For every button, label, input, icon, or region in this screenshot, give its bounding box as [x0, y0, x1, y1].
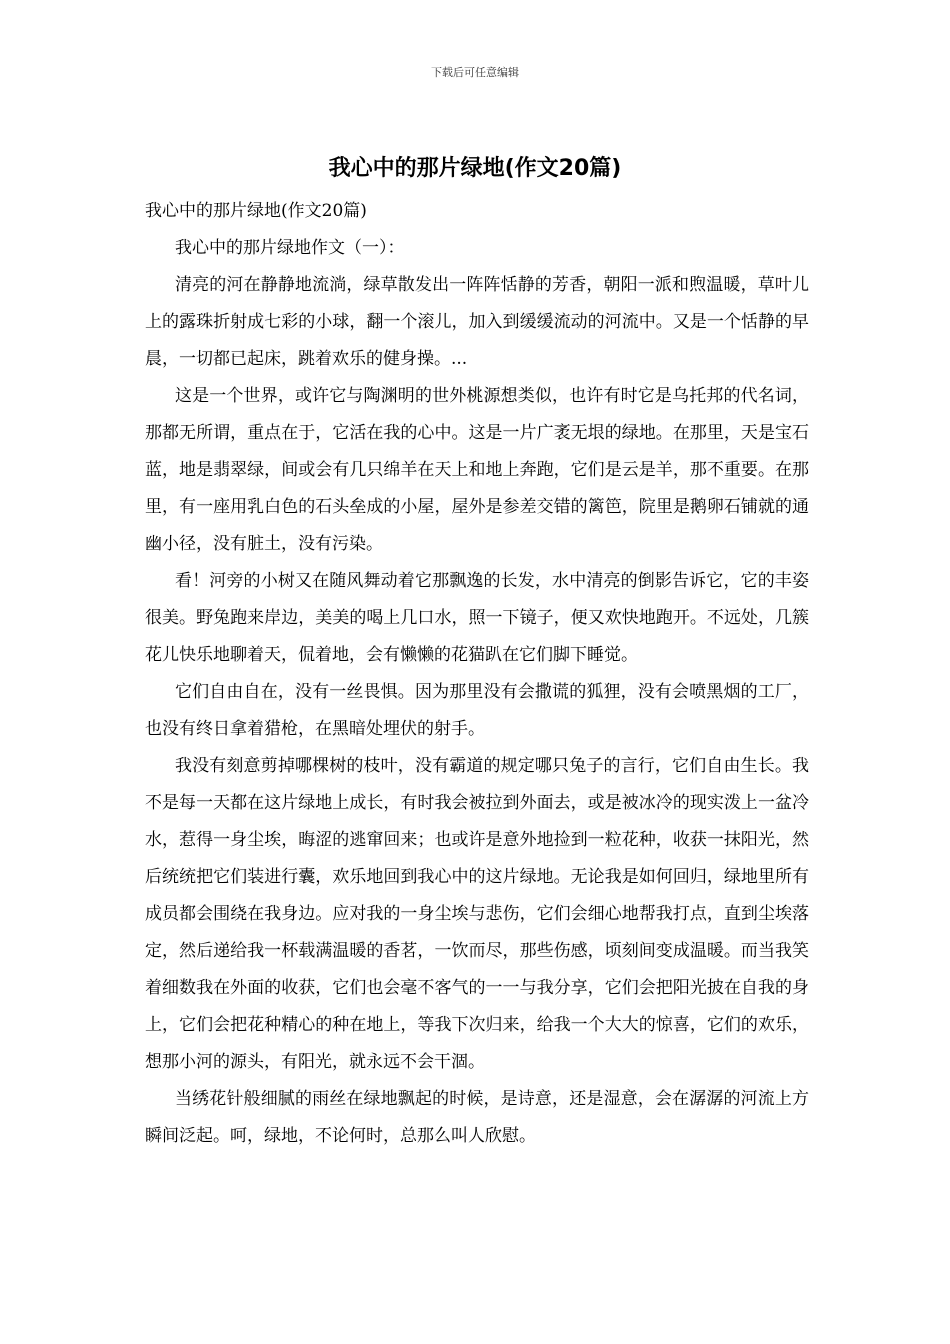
document-title: 我心中的那片绿地(作文20篇): [328, 156, 622, 181]
paragraph: 它们自由自在，没有一丝畏惧。因为那里没有会撒谎的狐狸，没有会喷黑烟的工厂，也没有终日拿着猎枪，在黑暗处埋伏的射手。: [145, 682, 809, 739]
page-header-note: 下载后可任意编辑: [431, 66, 519, 79]
paragraph: 我没有刻意剪掉哪棵树的枝叶，没有霸道的规定哪只兔子的言行，它们自由生长。我不是每一天都在这片绿地上成长，有时我会被拉到外面去，或是被冰冷的现实泼上一盆冷水，惹得一身尘埃，晦涩的逃窜回来；也或许是意外地捡到一粒花种，收获一抹阳光，然后统统把它们装进行囊，欢乐地回到我心中的这片绿地。无论我是如何回归，绿地里所有成员都会围绕在我身边。应对我的一身尘埃与悲伤，它们会细心地帮我打点，直到尘埃落定，然后递给我一杯载满温暖的香茗，一饮而尽，那些伤感，顷刻间变成温暖。而当我笑着细数我在外面的收获，它们也会毫不客气的一一与我分享，它们会把阳光披在自我的身上，它们会把花种精心的种在地上，等我下次归来，给我一个大大的惊喜，它们的欢乐，想那小河的源头，有阳光，就永远不会干涸。: [145, 756, 809, 1072]
section-heading: 我心中的那片绿地作文（一）：: [175, 238, 405, 258]
paragraph: 清亮的河在静静地流淌，绿草散发出一阵阵恬静的芳香，朝阳一派和煦温暖，草叶儿上的露珠折射成七彩的小球，翻一个滚儿，加入到缓缓流动的河流中。又是一个恬静的早晨，一切都已起床，跳着欢乐的健身操。...: [145, 275, 809, 369]
document-subtitle: 我心中的那片绿地(作文20篇): [145, 201, 367, 221]
document-body: [145, 193, 809, 1155]
paragraph: 当绣花针般细腻的雨丝在绿地飘起的时候，是诗意，还是湿意，会在潺潺的河流上方瞬间泛起。呵，绿地，不论何时，总那么叫人欣慰。: [145, 1089, 809, 1146]
paragraph: 看！河旁的小树又在随风舞动着它那飘逸的长发，水中清亮的倒影告诉它，它的丰姿很美。野兔跑来岸边，美美的喝上几口水，照一下镜子，便又欢快地跑开。不远处，几簇花儿快乐地聊着天，侃着地，会有懒懒的花猫趴在它们脚下睡觉。: [145, 571, 809, 665]
paragraph: 这是一个世界，或许它与陶渊明的世外桃源想类似，也许有时它是乌托邦的代名词，那都无所谓，重点在于，它活在我的心中。这是一片广袤无垠的绿地。在那里，天是宝石蓝，地是翡翠绿，间或会有几只绵羊在天上和地上奔跑，它们是云是羊，那不重要。在那里，有一座用乳白色的石头垒成的小屋，屋外是参差交错的篱笆，院里是鹅卵石铺就的通幽小径，没有脏土，没有污染。: [145, 386, 809, 554]
